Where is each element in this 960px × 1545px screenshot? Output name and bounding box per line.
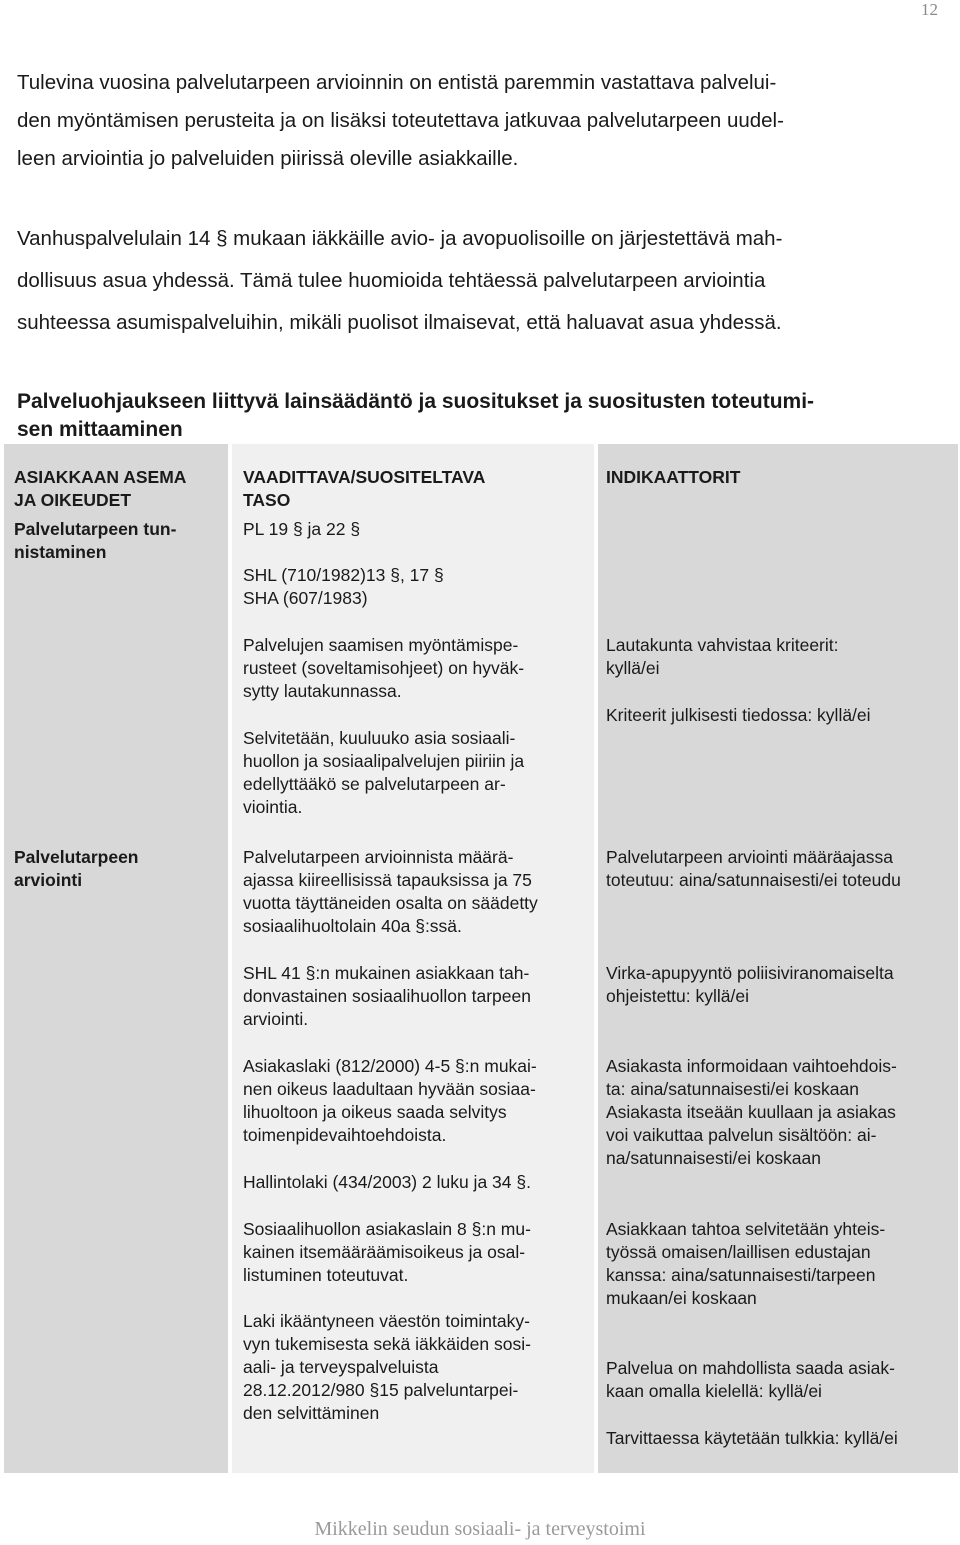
section-title: Palveluohjaukseen liittyvä lainsäädäntö ja suositukset ja suositusten toteutumi- sen mittaaminen (17, 390, 815, 441)
intro-paragraph: Tulevina vuosina palvelutarpeen arvioinnin on entistä paremmin vastattava palvelui- den myöntämisen perusteita ja on lisäksi toteutettava jatkuvaa palvelutarpeen uudel- leen arviointia jo palveluiden piirissä oleville asiakkaille. (17, 71, 784, 170)
table-cell: Virka-apupyyntö poliisiviranomaiselta ohjeistettu: kyllä/ei (606, 963, 894, 1006)
row-title-needs-identification: Palvelutarpeen tun- nistaminen (14, 519, 177, 562)
table-cell: PL 19 § ja 22 § (243, 519, 361, 539)
table-header-indicators: INDIKAATTORIT (606, 467, 741, 487)
table-cell: Asiakasta informoidaan vaihtoehdois- ta: aina/satunnaisesti/ei koskaan Asiakasta itseään kuullaan ja asiakas voi vaikuttaa palvelun sisältöön: ai- na/satunnaisesti/ei koskaan (606, 1056, 897, 1168)
page-number: 12 (921, 0, 938, 19)
table-cell: Palvelua on mahdollista saada asiak- kaan omalla kielellä: kyllä/ei (606, 1358, 895, 1401)
table-cell: SHL 41 §:n mukainen asiakkaan tah- donvastainen sosiaalihuollon tarpeen arviointi. (243, 963, 531, 1029)
table-column-indicators (598, 444, 958, 1473)
row-title-needs-assessment: Palvelutarpeen arviointi (14, 847, 139, 890)
table-cell: Selvitetään, kuuluuko asia sosiaali- huollon ja sosiaalipalvelujen piiriin ja edellyttääkö se palvelutarpeen ar- viointia. (243, 728, 525, 817)
table-cell: Asiakkaan tahtoa selvitetään yhteis- työssä omaisen/laillisen edustajan kanssa: aina/satunnaisesti/tarpeen mukaan/ei koskaan (606, 1219, 886, 1308)
table-cell: Asiakaslaki (812/2000) 4-5 §:n mukai- nen oikeus laadultaan hyvään sosiaa- lihuoltoon ja oikeus saada selvitys toimenpidevaihtoehdoista. (243, 1056, 537, 1145)
table-cell: Palvelujen saamisen myöntämispe- rusteet (soveltamisohjeet) on hyväk- sytty lautakunnassa. (243, 635, 525, 701)
table-cell: Tarvittaessa käytetään tulkkia: kyllä/ei (606, 1428, 898, 1448)
table-cell: SHL (710/1982)13 §, 17 § SHA (607/1983) (243, 565, 444, 608)
table-cell: Sosiaalihuollon asiakaslain 8 §:n mu- kainen itsemääräämisoikeus ja osal- listuminen toteutuvat. (243, 1219, 531, 1285)
table-header-client-status: ASIAKKAAN ASEMA JA OIKEUDET (14, 467, 187, 510)
table-cell: Laki ikääntyneen väestön toimintaky- vyn tukemisesta sekä iäkkäiden sosi- aali- ja terveyspalveluista 28.12.2012/980 §15 palveluntarpei- den selvittäminen (243, 1311, 531, 1423)
spouse-paragraph: Vanhuspalvelulain 14 § mukaan iäkkäille avio- ja avopuolisoille on järjestettävä mah- dollisuus asua yhdessä. Tämä tulee huomioida tehtäessä palvelutarpeen arviointia suhteessa asumispalveluihin, mikäli puolisot ilmaisevat, että haluavat asua yhdessä. (17, 227, 783, 334)
table-cell: Hallintolaki (434/2003) 2 luku ja 34 §. (243, 1172, 531, 1192)
page-footer: Mikkelin seudun sosiaali- ja terveystoimi (314, 1518, 646, 1540)
table-cell: Palvelutarpeen arvioinnista määrä- ajassa kiireellisissä tapauksissa ja 75 vuotta täyttäneiden osalta on säädetty sosiaalihuoltolain 40a §:ssä. (243, 847, 538, 936)
table-cell: Lautakunta vahvistaa kriteerit: kyllä/ei (606, 635, 839, 678)
table-header-required-level: VAADITTAVA/SUOSITELTAVA TASO (243, 467, 486, 510)
table-cell: Palvelutarpeen arviointi määräajassa toteutuu: aina/satunnaisesti/ei toteudu (606, 847, 901, 890)
table-column-client-status (4, 444, 228, 1473)
table-cell: Kriteerit julkisesti tiedossa: kyllä/ei (606, 705, 871, 725)
